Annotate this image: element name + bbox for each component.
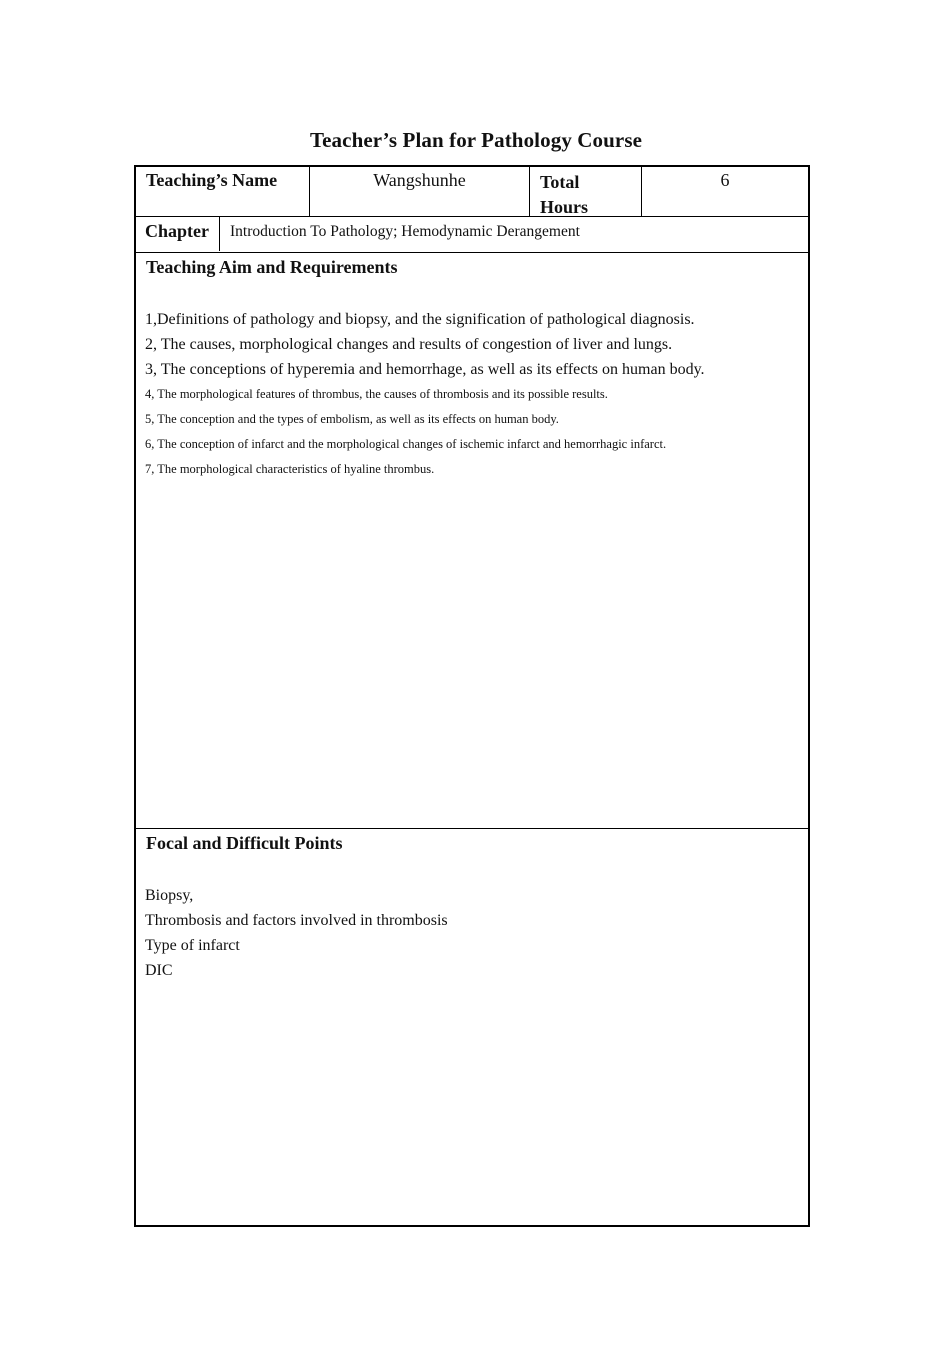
teacher-name-value: Wangshunhe	[310, 167, 530, 217]
focal-point-item: Thrombosis and factors involved in thrombosis	[145, 912, 448, 929]
focal-point-item: DIC	[145, 962, 173, 979]
aim-item: 5, The conception and the types of embolism, as well as its effects on human body.	[145, 412, 559, 426]
total-hours-label-line1: Total	[540, 172, 580, 192]
chapter-value: Introduction To Pathology; Hemodynamic Derangement	[230, 223, 580, 240]
aim-item: 3, The conceptions of hyperemia and hemorrhage, as well as its effects on human body.	[145, 361, 705, 378]
aim-item: 7, The morphological characteristics of hyaline thrombus.	[145, 462, 435, 476]
focal-points-section	[136, 829, 808, 1225]
teacher-name-label: Teaching’s Name	[136, 167, 310, 217]
aim-item: 2, The causes, morphological changes and results of congestion of liver and lungs.	[145, 336, 673, 353]
aim-item: 1,Definitions of pathology and biopsy, and the signification of pathological diagnosis.	[145, 311, 695, 328]
total-hours-label	[530, 167, 642, 217]
teaching-aim-list	[145, 307, 705, 482]
teaching-aim-section	[136, 253, 808, 829]
total-hours-value: 6	[720, 170, 730, 190]
document-title: Teacher’s Plan for Pathology Course	[309, 128, 643, 152]
chapter-row	[136, 217, 808, 253]
teaching-aim-heading: Teaching Aim and Requirements	[146, 257, 398, 277]
chapter-label: Chapter	[136, 217, 220, 251]
aim-item: 6, The conception of infarct and the morphological changes of ischemic infarct and hemorrhagic infarct.	[145, 437, 667, 451]
header-row	[136, 167, 808, 217]
focal-point-item: Type of infarct	[145, 937, 240, 954]
total-hours-label-line2: Hours	[540, 197, 589, 217]
focal-points-heading: Focal and Difficult Points	[146, 833, 343, 853]
focal-point-item: Biopsy,	[145, 887, 194, 904]
plan-table	[134, 165, 810, 1227]
focal-points-list	[145, 883, 448, 983]
aim-item: 4, The morphological features of thrombus, the causes of thrombosis and its possible results.	[145, 387, 608, 401]
